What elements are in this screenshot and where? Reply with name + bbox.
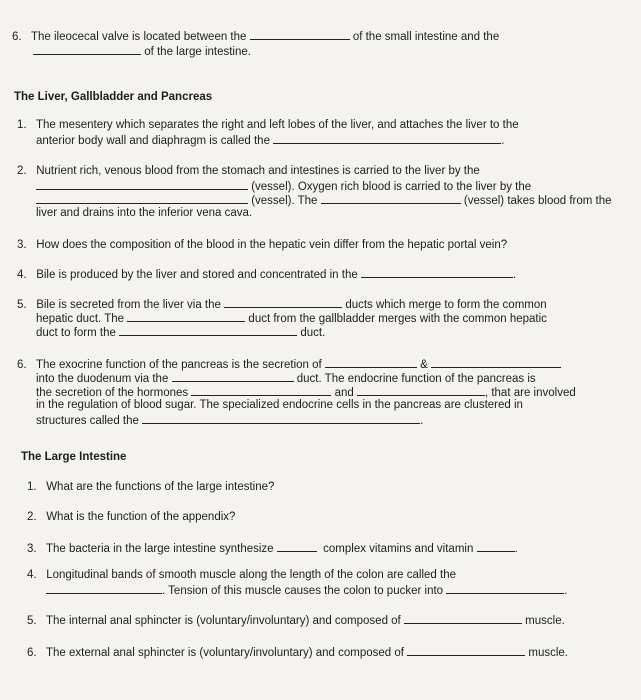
liver-q4-number: 4.	[17, 269, 27, 281]
large-q3-blank-1[interactable]	[277, 540, 317, 552]
large-q3-text-a: The bacteria in the large intestine synthesize	[45, 543, 274, 555]
large-q4-blank-1[interactable]	[46, 582, 162, 594]
large-q1-line	[27, 480, 274, 494]
liver-q5-blank-3[interactable]	[119, 324, 297, 336]
liver-q5-blank-1[interactable]	[224, 296, 342, 308]
liver-q2-text-b: (vessel). Oxygen rich blood is carried to the liver by the	[251, 181, 532, 193]
q6-top-blank-1[interactable]	[250, 28, 350, 40]
liver-q6-blank-1[interactable]	[325, 356, 417, 368]
liver-q6-line5	[36, 412, 423, 428]
q6-top-line1	[12, 28, 499, 44]
liver-q2-text-c: (vessel). The	[251, 195, 318, 207]
liver-q5-text-a: Bile is secreted from the liver via the	[36, 299, 221, 311]
liver-q6-text-d: duct. The endocrine function of the pancreas is	[296, 373, 536, 385]
liver-q6-text-i: structures called the	[36, 415, 139, 427]
large-q5-line	[27, 612, 565, 628]
large-q3-blank-2[interactable]	[477, 540, 515, 552]
large-q3-line	[27, 540, 518, 556]
large-q3-period: .	[514, 543, 518, 555]
large-q4-text-a: Longitudinal bands of smooth muscle along the length of the colon are called the	[46, 569, 456, 581]
liver-q5-text-f: duct.	[300, 327, 326, 339]
large-q3-text-b: complex vitamins and vitamin	[323, 543, 474, 555]
liver-q6-blank-2[interactable]	[431, 356, 561, 368]
liver-q3-text: How does the composition of the blood in the hepatic vein differ from the hepatic portal vein?	[36, 239, 508, 251]
section-heading-liver: The Liver, Gallbladder and Pancreas	[14, 91, 213, 103]
liver-q6-and: and	[334, 387, 354, 399]
liver-q4-text-a: Bile is produced by the liver and stored and concentrated in the	[36, 269, 358, 281]
liver-q2-blank-1[interactable]	[36, 178, 248, 190]
large-q2-text: What is the function of the appendix?	[46, 511, 236, 523]
section-heading-large-intestine: The Large Intestine	[21, 451, 127, 463]
liver-q6-text-c: into the duodenum via the	[36, 373, 169, 385]
liver-q5-number: 5.	[17, 299, 27, 311]
liver-q5-line3	[36, 324, 325, 340]
liver-q2-blank-2[interactable]	[36, 192, 248, 204]
liver-q1-blank[interactable]	[273, 132, 501, 144]
liver-q1-text-b: anterior body wall and diaphragm is called the	[36, 135, 270, 147]
large-q4-blank-2[interactable]	[446, 582, 564, 594]
large-q4-line1	[27, 568, 456, 582]
liver-q1-number: 1.	[17, 119, 27, 131]
q6-top-blank-2[interactable]	[33, 43, 141, 55]
q6-top-text-a: The ileocecal valve is located between the	[30, 31, 247, 43]
large-q4-line2	[46, 582, 567, 598]
large-q4-period: .	[564, 585, 568, 597]
q6-top-line2	[33, 43, 251, 59]
liver-q6-text-e: the secretion of the hormones	[36, 387, 189, 399]
liver-q1-line2	[36, 132, 504, 148]
q6-top-text-b: of the small intestine and the	[352, 31, 500, 43]
large-q6-number: 6.	[27, 647, 37, 659]
liver-q1-text-a: The mesentery which separates the right and left lobes of the liver, and attaches the liver to the	[35, 119, 519, 131]
large-q3-number: 3.	[27, 543, 37, 555]
large-q6-text-b: muscle.	[528, 647, 568, 659]
liver-q2-text-d: (vessel) takes blood from the	[463, 195, 612, 207]
large-q5-blank[interactable]	[404, 612, 522, 624]
liver-q6-text-g: , that are involved	[484, 387, 576, 399]
liver-q2-blank-3[interactable]	[321, 192, 461, 204]
liver-q6-blank-3[interactable]	[172, 370, 294, 382]
liver-q6-number: 6.	[17, 359, 27, 371]
liver-q2-number: 2.	[17, 165, 27, 177]
large-q6-line	[27, 644, 568, 660]
q6-top-number: 6.	[12, 31, 22, 43]
liver-q6-line4	[36, 398, 523, 412]
large-q6-blank[interactable]	[407, 644, 525, 656]
liver-q2-line1	[17, 164, 480, 178]
liver-q3-line	[17, 238, 507, 252]
large-q4-number: 4.	[27, 569, 37, 581]
liver-q1-line1	[17, 118, 519, 132]
liver-q6-blank-6[interactable]	[142, 412, 420, 424]
liver-q6-text-h: in the regulation of blood sugar. The specialized endocrine cells in the pancreas are clustered in	[36, 399, 523, 411]
large-q1-text: What are the functions of the large intestine?	[46, 481, 275, 493]
liver-q4-blank[interactable]	[361, 266, 513, 278]
large-q5-text-a: The internal anal sphincter is (voluntary/involuntary) and composed of	[45, 615, 401, 627]
q6-top-text-c: of the large intestine.	[144, 46, 251, 58]
liver-q4-period: .	[512, 269, 517, 281]
liver-q2-text-a: Nutrient rich, venous blood from the stomach and intestines is carried to the liver by the	[36, 165, 480, 177]
liver-q5-text-b: ducts which merge to form the common	[345, 299, 547, 311]
liver-q6-blank-4[interactable]	[191, 384, 331, 396]
large-q5-text-b: muscle.	[525, 615, 565, 627]
liver-q2-line4	[36, 206, 252, 220]
large-q2-line	[27, 510, 235, 524]
liver-q2-text-e: liver and drains into the inferior vena cava.	[36, 207, 253, 219]
large-q2-number: 2.	[27, 511, 37, 523]
liver-q5-text-d: duct from the gallbladder merges with the common hepatic	[248, 313, 547, 325]
liver-q6-ampersand: &	[420, 359, 428, 371]
liver-q5-text-e: duct to form the	[36, 327, 116, 339]
large-q5-number: 5.	[27, 615, 37, 627]
liver-q5-text-c: hepatic duct. The	[36, 313, 125, 325]
liver-q3-number: 3.	[17, 239, 27, 251]
liver-q6-period: .	[420, 415, 424, 427]
liver-q1-period: .	[501, 135, 505, 147]
liver-q4-line	[17, 266, 516, 282]
liver-q6-text-a: The exocrine function of the pancreas is the secretion of	[35, 359, 322, 371]
large-q4-text-b: . Tension of this muscle causes the colon to pucker into	[162, 585, 444, 597]
large-q1-number: 1.	[27, 481, 37, 493]
liver-q6-blank-5[interactable]	[357, 384, 485, 396]
large-q6-text-a: The external anal sphincter is (voluntary/involuntary) and composed of	[45, 647, 404, 659]
liver-q5-blank-2[interactable]	[127, 310, 245, 322]
